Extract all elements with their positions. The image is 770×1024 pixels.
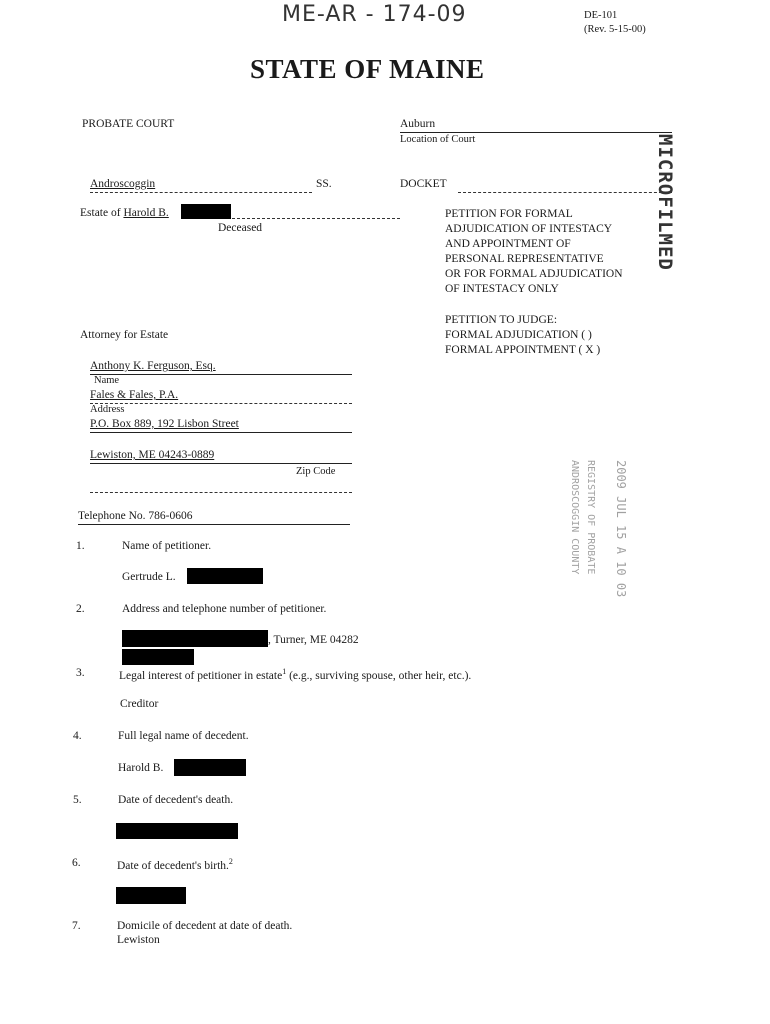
- item-question: Domicile of decedent at date of death.: [117, 920, 293, 932]
- footnote-marker: 1: [282, 667, 287, 676]
- redaction-block: [116, 887, 186, 904]
- probate-court-label: PROBATE COURT: [82, 118, 175, 130]
- court-location-value: Auburn: [400, 118, 436, 130]
- redaction-block: [116, 823, 238, 839]
- item-question: [117, 857, 233, 872]
- county-value: Androscoggin: [90, 178, 156, 190]
- decedent-name: Harold B.: [123, 207, 169, 219]
- received-stamp-line: REGISTRY OF PROBATE: [585, 460, 596, 575]
- item-number: 2.: [76, 603, 85, 615]
- redaction-block: [174, 759, 246, 776]
- item-question-rest: (e.g., surviving spouse, other heir, etc.).: [286, 669, 472, 682]
- name-label: Name: [94, 375, 120, 386]
- attorney-name-field: [90, 360, 352, 375]
- telephone-label: Telephone No.: [78, 510, 146, 522]
- petition-title-line: ADJUDICATION OF INTESTACY: [445, 223, 613, 235]
- formal-adjudication-checkbox[interactable]: FORMAL ADJUDICATION ( ): [445, 329, 592, 341]
- item-number: 6.: [72, 857, 81, 869]
- docket-label: DOCKET: [400, 178, 447, 190]
- item-question-text: Legal interest of petitioner in estate: [119, 669, 283, 682]
- estate-of-line: [80, 207, 169, 219]
- court-location-label: Location of Court: [400, 134, 476, 145]
- microfilmed-stamp: MICROFILMED: [654, 134, 676, 271]
- item-question: [119, 667, 471, 682]
- item-number: 1.: [76, 540, 85, 552]
- item-number: 5.: [73, 794, 82, 806]
- attorney-city: Lewiston, ME 04243-0889: [90, 449, 215, 461]
- petitioner-name: Gertrude L.: [122, 571, 176, 583]
- petition-title-line: PERSONAL REPRESENTATIVE: [445, 253, 604, 265]
- attorney-name: Anthony K. Ferguson, Esq.: [90, 360, 216, 372]
- received-stamp-line: ANDROSCOGGIN COUNTY: [569, 460, 580, 575]
- zip-code-label: Zip Code: [296, 466, 336, 477]
- item-number: 7.: [72, 920, 81, 932]
- petition-title-line: PETITION FOR FORMAL: [445, 208, 573, 220]
- telephone-line: [78, 510, 350, 525]
- petitioner-interest: Creditor: [120, 698, 159, 710]
- petition-title-line: OR FOR FORMAL ADJUDICATION: [445, 268, 623, 280]
- formal-appointment-checkbox[interactable]: FORMAL APPOINTMENT ( X ): [445, 344, 601, 356]
- footnote-marker: 2: [228, 857, 233, 866]
- petition-title-line: AND APPOINTMENT OF: [445, 238, 571, 250]
- form-number: DE-101: [584, 10, 618, 21]
- decedent-full-name: Harold B.: [118, 762, 164, 774]
- item-question-text: Date of decedent's birth.: [117, 859, 229, 872]
- form-revision: (Rev. 5-15-00): [584, 24, 646, 35]
- decedent-domicile: Lewiston: [117, 934, 160, 946]
- attorney-po-box-field: [90, 418, 352, 433]
- item-question: Name of petitioner.: [122, 540, 212, 552]
- petition-title-line: OF INTESTACY ONLY: [445, 283, 559, 295]
- estate-prefix: Estate of: [80, 207, 121, 219]
- attorney-po-box: P.O. Box 889, 192 Lisbon Street: [90, 418, 239, 430]
- attorney-firm: Fales & Fales, P.A.: [90, 389, 179, 401]
- handwritten-case-number: ME-AR - 174-09: [282, 2, 467, 27]
- attorney-city-field: [90, 449, 352, 464]
- docket-field: [458, 180, 672, 193]
- item-question: Date of decedent's death.: [118, 794, 234, 806]
- ss-label: SS.: [316, 178, 332, 190]
- court-location-field: [400, 118, 672, 133]
- page-title: STATE OF MAINE: [250, 54, 485, 84]
- item-question: Address and telephone number of petitioner.: [122, 603, 327, 615]
- redaction-block: [187, 568, 263, 584]
- redaction-block: [122, 649, 194, 665]
- county-field: [90, 178, 312, 193]
- address-label: Address: [90, 404, 125, 415]
- extra-address-line: [90, 482, 352, 493]
- item-number: 3.: [76, 667, 85, 679]
- attorney-for-estate-label: Attorney for Estate: [80, 329, 169, 341]
- redaction-block: [181, 204, 231, 219]
- item-number: 4.: [73, 730, 82, 742]
- redaction-block: [122, 630, 268, 647]
- estate-name-line: [232, 206, 400, 219]
- petitioner-address: , Turner, ME 04282: [268, 634, 359, 646]
- attorney-firm-field: [90, 389, 352, 404]
- received-stamp-date: 2009 JUL 15 A 10 03: [614, 460, 628, 598]
- petition-to-judge-heading: PETITION TO JUDGE:: [445, 314, 558, 326]
- item-question: Full legal name of decedent.: [118, 730, 249, 742]
- telephone-value: 786-0606: [148, 510, 193, 522]
- deceased-label: Deceased: [218, 222, 263, 234]
- received-stamp: [566, 460, 656, 610]
